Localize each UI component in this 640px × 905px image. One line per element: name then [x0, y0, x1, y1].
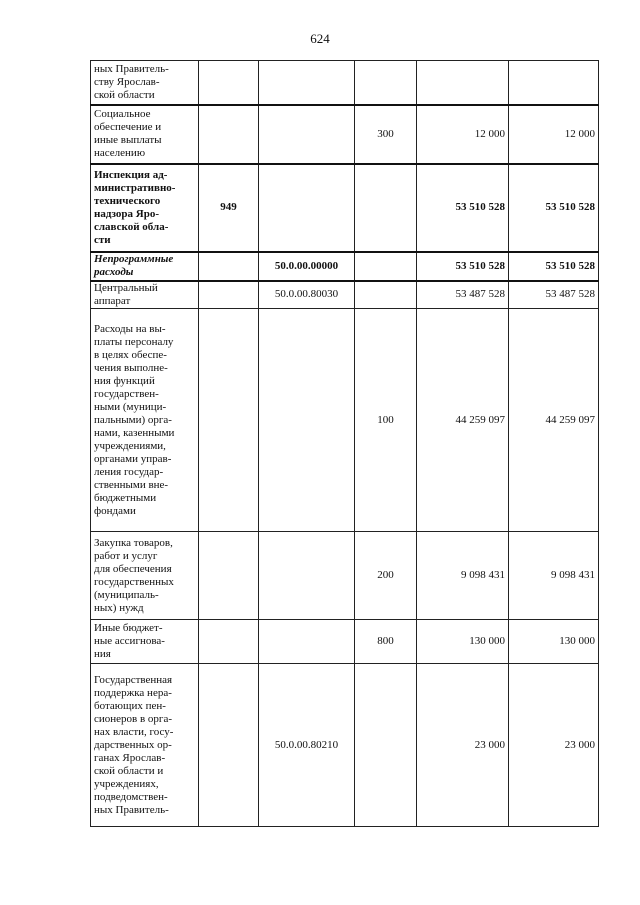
- row-target-article: [259, 532, 355, 620]
- row-sum-year-1: [417, 61, 509, 105]
- table-row: [91, 164, 599, 252]
- row-name: Иные бюджет- ные ассигнова- ния: [91, 620, 199, 664]
- row-sum-year-2: 9 098 431: [509, 532, 599, 620]
- row-target-article: 50.0.00.80210: [259, 664, 355, 827]
- row-expense-type: [355, 281, 417, 309]
- table-row: [91, 532, 599, 620]
- row-code: [199, 309, 259, 532]
- row-code: [199, 620, 259, 664]
- table-row: [91, 664, 599, 827]
- row-sum-year-2: 44 259 097: [509, 309, 599, 532]
- row-sum-year-2: 53 510 528: [509, 252, 599, 281]
- row-name: ных Правитель- ству Ярослав- ской области: [91, 61, 199, 105]
- row-target-article: 50.0.00.80030: [259, 281, 355, 309]
- table-row: [91, 252, 599, 281]
- row-target-article: [259, 61, 355, 105]
- row-sum-year-1: 53 510 528: [417, 252, 509, 281]
- row-code: [199, 252, 259, 281]
- row-name: Расходы на вы- платы персоналу в целях обеспе- чения выполне- ния функций государствен- ными (муници- пальными) орга- нами, казенными учреждениями, органами управ- ления государ- ственными вне- бюджетными фондами: [91, 309, 199, 532]
- row-expense-type: [355, 252, 417, 281]
- row-code: [199, 105, 259, 164]
- row-sum-year-1: 23 000: [417, 664, 509, 827]
- row-target-article: [259, 620, 355, 664]
- page-number: 624: [310, 31, 330, 46]
- row-expense-type: 300: [355, 105, 417, 164]
- row-sum-year-1: 9 098 431: [417, 532, 509, 620]
- table-row: [91, 620, 599, 664]
- row-code: [199, 281, 259, 309]
- row-sum-year-1: 130 000: [417, 620, 509, 664]
- budget-table: [90, 60, 599, 827]
- table-row: [91, 105, 599, 164]
- row-name: Социальное обеспечение и иные выплаты населению: [91, 105, 199, 164]
- row-expense-type: 800: [355, 620, 417, 664]
- row-sum-year-1: 12 000: [417, 105, 509, 164]
- row-name: Центральный аппарат: [91, 281, 199, 309]
- row-expense-type: 100: [355, 309, 417, 532]
- row-target-article: [259, 164, 355, 252]
- table-row: [91, 309, 599, 532]
- row-name: Закупка товаров, работ и услуг для обеспечения государственных (муниципаль- ных) нужд: [91, 532, 199, 620]
- row-sum-year-2: 23 000: [509, 664, 599, 827]
- row-name: Государственная поддержка нера- ботающих пен- сионеров в орга- нах власти, госу- дарственных ор- ганах Ярослав- ской области и учреждениях, подведомствен- ных Правитель-: [91, 664, 199, 827]
- row-code: [199, 532, 259, 620]
- row-expense-type: [355, 664, 417, 827]
- row-expense-type: [355, 61, 417, 105]
- row-name: Непрограммные расходы: [91, 252, 199, 281]
- row-sum-year-1: 53 510 528: [417, 164, 509, 252]
- row-target-article: [259, 309, 355, 532]
- row-sum-year-2: [509, 61, 599, 105]
- table-row: [91, 61, 599, 105]
- row-expense-type: 200: [355, 532, 417, 620]
- row-sum-year-2: 53 510 528: [509, 164, 599, 252]
- table-row: [91, 281, 599, 309]
- row-target-article: 50.0.00.00000: [259, 252, 355, 281]
- row-target-article: [259, 105, 355, 164]
- row-code: 949: [199, 164, 259, 252]
- row-code: [199, 664, 259, 827]
- row-sum-year-2: 53 487 528: [509, 281, 599, 309]
- row-sum-year-2: 130 000: [509, 620, 599, 664]
- row-code: [199, 61, 259, 105]
- row-sum-year-2: 12 000: [509, 105, 599, 164]
- row-sum-year-1: 53 487 528: [417, 281, 509, 309]
- row-expense-type: [355, 164, 417, 252]
- row-name: Инспекция ад- министративно- технического надзора Яро- славской обла- сти: [91, 164, 199, 252]
- row-sum-year-1: 44 259 097: [417, 309, 509, 532]
